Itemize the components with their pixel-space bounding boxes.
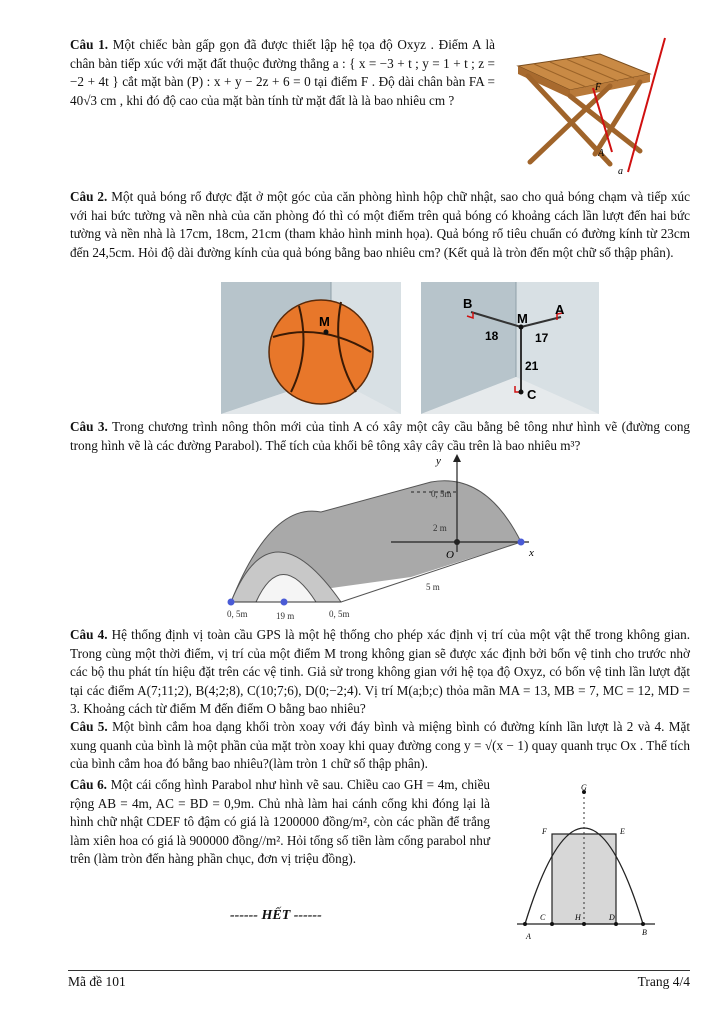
question-5-text: Một bình cắm hoa dạng khối tròn xoay với đáy bình và miệng bình có đường kính lần lượt là 2 và 4. Mặt xung quanh của bình là một phần của mặt tròn xoay khi quay đường cong y = √(x − 1) quay quanh trục Ox . Thể tích của bình cắm hoa đó bằng bao nhiêu?(làm tròn 1 chữ số thập phân).: [70, 719, 691, 771]
label-height-1: 0, 5m: [431, 489, 452, 499]
label-F: F: [595, 82, 602, 93]
label-C-gate: C: [540, 913, 546, 922]
label-height-2: 2 m: [433, 523, 447, 533]
label-C: C: [527, 387, 537, 402]
label-M-corner: M: [517, 311, 528, 326]
label-M-ball: M: [319, 314, 330, 329]
question-4-label: Câu 4.: [70, 627, 108, 642]
question-3: [70, 418, 690, 455]
label-base-2: 19 m: [276, 611, 295, 621]
question-2-label: Câu 2.: [70, 189, 108, 204]
label-21: 21: [525, 359, 539, 373]
label-G: G: [581, 783, 587, 792]
label-F-gate: F: [542, 827, 547, 836]
label-a: a: [618, 166, 623, 176]
label-18: 18: [485, 329, 499, 343]
question-3-label: Câu 3.: [70, 419, 108, 434]
page-number: Trang 4/4: [637, 974, 690, 989]
page-footer: [68, 970, 690, 989]
label-y-axis: y: [436, 455, 441, 467]
label-H: H: [575, 913, 581, 922]
bridge-figure: [221, 452, 551, 622]
basketball-figure: [221, 282, 401, 414]
label-17: 17: [535, 331, 549, 345]
label-B: B: [463, 296, 473, 311]
label-A: A: [598, 148, 605, 159]
label-x-axis: x: [529, 547, 534, 559]
label-base-3: 0, 5m: [329, 609, 350, 619]
corner-distance-figure: [421, 282, 599, 414]
question-6: [70, 776, 490, 869]
question-6-label: Câu 6.: [70, 777, 107, 792]
folding-table-figure: [500, 36, 675, 176]
label-length: 5 m: [426, 582, 440, 592]
question-2: [70, 188, 690, 262]
label-D: D: [609, 913, 615, 922]
end-marker: ------ HẾT ------: [230, 908, 322, 923]
parabola-gate-figure: [515, 782, 665, 942]
question-1-label: Câu 1.: [70, 37, 109, 52]
question-1-text: Một chiếc bàn gấp gọn đã được thiết lập hệ tọa độ Oxyz . Điểm A là chân bàn tiếp xúc với mặt đất thuộc đường thẳng a : { x = −3 + t ; y = 1 + t ; z = −2 + 4t } cắt mặt bàn (P) : x + y − 2z + 6 = 0 tại điểm F . Độ dài chân bàn FA = 40√3 cm , khi đó độ cao của mặt bàn tính từ mặt đất là là bao nhiêu cm ?: [70, 37, 495, 108]
question-4: [70, 626, 690, 719]
label-E: E: [620, 827, 625, 836]
question-5-label: Câu 5.: [70, 719, 108, 734]
exam-code: Mã đề 101: [68, 974, 126, 989]
label-O: O: [446, 549, 454, 561]
question-5: [70, 718, 690, 774]
label-A-gate: A: [526, 932, 531, 941]
label-B-gate: B: [642, 928, 647, 937]
question-3-text: Trong chương trình nông thôn mới của tỉnh A có xây một cây cầu bằng bê tông như hình vẽ (đường cong trong hình vẽ là các đường Parabol). Thể tích của khối bê tông xây cây cầu trên là bao nhiêu m³?: [70, 419, 691, 453]
question-4-text: Hệ thống định vị toàn cầu GPS là một hệ thống cho phép xác định vị trí của một vật thể trong không gian. Trong cùng một thời điểm, vị trí của một điểm M trong không gian sẽ được xác định bởi bốn vệ tinh cho trước nhờ các bộ thu phát tín hiệu đặt trên các vệ tinh. Giả sử trong không gian với hệ tọa độ Oxyz, có bốn vệ tinh lần lượt đặt tại các điểm A(7;11;2), B(4;2;8), C(10;7;6), D(0;−2;4). Vị trí M(a;b;c) thỏa mãn MA = 13, MB = 7, MC = 12, MD = 3. Khoảng cách từ điểm M đến điểm O bằng bao nhiêu?: [70, 627, 691, 716]
question-2-text: Một quả bóng rổ được đặt ở một góc của căn phòng hình hộp chữ nhật, sao cho quả bóng chạm và tiếp xúc với hai bức tường và nền nhà của căn phòng đó thì có một điểm trên quả bóng có khoảng cách lần lượt đến hai bức tường và nền nhà là 17cm, 18cm, 21cm (tham khảo hình minh họa). Quả bóng rổ tiêu chuẩn có đường kính từ 23cm đến 24,5cm. Hỏi độ dài đường kính của quả bóng bằng bao nhiêu cm? (Kết quả là tròn đến một chữ số thập phân).: [70, 189, 690, 260]
question-6-text: Một cái cổng hình Parabol như hình vẽ sau. Chiều cao GH = 4m, chiều rộng AB = 4m, AC = BD = 0,9m. Chủ nhà làm hai cánh cổng khi đóng lại là hình chữ nhật CDEF tô đậm có giá là 1200000 đồng/m², còn các phần để trắng làm xiên hoa có giá là 900000 đồng//m². Hỏi tổng số tiền làm cổng parabol như trên (làm tròn đến hàng phần chục, đơn vị triệu đồng).: [70, 777, 491, 866]
label-base-1: 0, 5m: [227, 609, 248, 619]
question-1: [70, 36, 495, 110]
label-A-corner: A: [555, 302, 565, 317]
